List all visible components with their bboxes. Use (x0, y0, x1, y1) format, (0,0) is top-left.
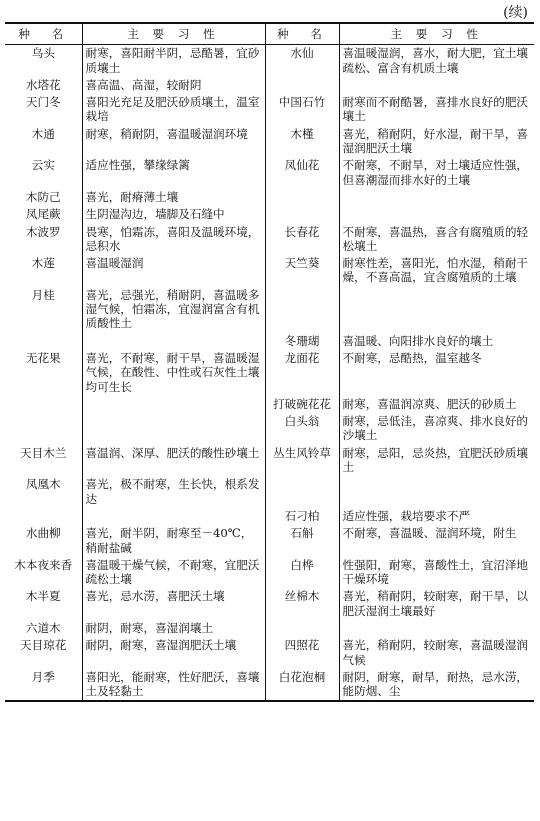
habit-right: 耐寒，喜温润凉爽、肥沃的砂质土 (339, 396, 534, 413)
species-name-right (265, 77, 339, 94)
species-name-left: 凤凰木 (25, 477, 61, 492)
species-name-right: 中国石竹 (265, 94, 339, 126)
habit-left: 耐阴，耐寒，喜湿润壤土 (82, 620, 265, 637)
species-name-left: 木波罗 (25, 224, 61, 239)
species-name-left (5, 396, 82, 413)
species-name-left: 水塔花 (25, 77, 61, 92)
table-row (5, 45, 534, 77)
table-row (5, 620, 534, 637)
table-header-row (5, 23, 534, 45)
habit-left: 生阴湿沟边，墙脚及石缝中 (82, 206, 265, 223)
habit-left: 耐阴，耐寒，喜湿润肥沃土壤 (82, 637, 265, 669)
species-name-right: 石刁柏 (265, 508, 339, 525)
header-main-habits-left: 主 要 习 性 (82, 23, 265, 45)
habit-right: 耐寒性差，喜阳光，怕水湿，稍耐干燥，不喜高温，宜含腐殖质的土壤 (339, 255, 534, 287)
habit-right: 性强阳，耐寒，喜酸性土，宜沼泽地干燥环境 (339, 557, 534, 589)
species-name-left: 水曲柳 (25, 526, 61, 541)
species-name-left: 无花果 (25, 350, 61, 365)
habit-right: 适应性强，栽培要求不严 (339, 508, 534, 525)
habit-left: 喜阳光充足及肥沃砂质壤土，温室栽培 (82, 94, 265, 126)
table-row (5, 224, 534, 256)
habit-left: 喜温润、深厚、肥沃的酸性砂壤土 (82, 445, 265, 477)
table-row (5, 588, 534, 620)
table-row (5, 557, 534, 589)
habit-right: 喜光，稍耐阴，较耐寒，喜温暖湿润气候 (339, 637, 534, 669)
habit-right (339, 189, 534, 206)
header-species-name-left: 种 名 (5, 23, 82, 45)
habit-right (339, 287, 534, 333)
species-name-left: 乌头 (31, 46, 55, 61)
species-name-left: 天目琼花 (20, 638, 67, 653)
habit-right: 不耐寒，不耐旱，对土壤适应性强，但喜潮湿而排水好的土壤 (339, 157, 534, 189)
species-name-right: 天竺葵 (265, 255, 339, 287)
table-row (5, 637, 534, 669)
table-row (5, 396, 534, 413)
habit-right: 耐阴，耐寒，耐旱，耐热，忌水涝，能防烟、尘 (339, 669, 534, 702)
species-name-right: 木槿 (265, 126, 339, 158)
species-name-right: 冬珊瑚 (265, 333, 339, 350)
table-row (5, 669, 534, 702)
species-name-right: 丛生风铃草 (265, 445, 339, 477)
table-row (5, 126, 534, 158)
species-name-left (5, 413, 82, 445)
habit-left: 喜高温、高湿，较耐阴 (82, 77, 265, 94)
continued-label: (续) (503, 5, 528, 21)
plant-habits-table (5, 22, 534, 702)
table-row (5, 413, 534, 445)
species-name-right: 四照花 (265, 637, 339, 669)
table-row (5, 255, 534, 287)
species-name-right (265, 206, 339, 223)
species-name-right: 龙面花 (265, 350, 339, 396)
table-row (5, 508, 534, 525)
habit-right: 喜温暖湿润，喜水，耐大肥，宜土壤疏松、富含有机质土壤 (339, 45, 534, 77)
habit-left: 耐寒，喜阳耐半阴，忌酷暑，宜砂质壤土 (82, 45, 265, 77)
species-name-right: 打破碗花花 (265, 396, 339, 413)
habit-left (82, 396, 265, 413)
habit-left: 耐寒，稍耐阴，喜温暖湿润环境 (82, 126, 265, 158)
habit-right: 耐寒而不耐酷暑，喜排水良好的肥沃壤土 (339, 94, 534, 126)
table-row (5, 476, 534, 508)
header-main-habits-right: 主 要 习 性 (339, 23, 534, 45)
table-body (5, 45, 534, 702)
table-row (5, 94, 534, 126)
table-row (5, 525, 534, 557)
species-name-left: 木通 (31, 126, 55, 141)
species-name-left: 月桂 (31, 287, 55, 302)
habit-right: 喜温暖、向阳排水良好的壤土 (339, 333, 534, 350)
habit-right: 喜光，稍耐阴，好水湿，耐干旱，喜湿润肥沃土壤 (339, 126, 534, 158)
species-name-left: 木防己 (25, 189, 61, 204)
table-row (5, 206, 534, 223)
habit-right (339, 206, 534, 223)
table-row (5, 333, 534, 350)
species-name-left: 月季 (31, 669, 55, 684)
species-name-right: 白花泡桐 (265, 669, 339, 702)
species-name-left: 木本夜来香 (14, 557, 73, 572)
species-name-left: 云实 (31, 158, 55, 173)
species-name-right: 白头翁 (265, 413, 339, 445)
species-name-left: 天目木兰 (20, 445, 67, 460)
habit-left: 喜光，忌水涝，喜肥沃土壤 (82, 588, 265, 620)
species-name-left: 木半夏 (25, 589, 61, 604)
table-row (5, 350, 534, 396)
habit-left: 畏寒，怕霜冻，喜阳及温暖环境，忌积水 (82, 224, 265, 256)
species-name-right: 凤仙花 (265, 157, 339, 189)
habit-left (82, 508, 265, 525)
species-name-right: 丝棉木 (265, 588, 339, 620)
habit-right: 喜光，稍耐阴，较耐寒，耐干旱，以肥沃湿润土壤最好 (339, 588, 534, 620)
table-row (5, 77, 534, 94)
habit-left (82, 413, 265, 445)
species-name-left (5, 508, 82, 525)
habit-right: 不耐寒，喜温暖、湿润环境，附生 (339, 525, 534, 557)
species-name-left: 木莲 (31, 256, 55, 271)
habit-left: 喜阳光，能耐寒，性好肥沃，喜壤土及轻黏土 (82, 669, 265, 702)
species-name-right: 水仙 (265, 45, 339, 77)
habit-right (339, 620, 534, 637)
species-name-right (265, 620, 339, 637)
habit-right: 耐寒，忌低洼，喜凉爽、排水良好的沙壤土 (339, 413, 534, 445)
species-name-right: 石斛 (265, 525, 339, 557)
table-row (5, 445, 534, 477)
species-name-left: 六道木 (25, 620, 61, 635)
species-name-left (5, 333, 82, 350)
habit-right (339, 476, 534, 508)
habit-left: 喜温暖湿润 (82, 255, 265, 287)
table-row (5, 189, 534, 206)
species-name-right (265, 476, 339, 508)
habit-left (82, 333, 265, 350)
habit-left: 喜光，不耐寒，耐干旱，喜温暖湿气候，在酸性、中性或石灰性土壤均可生长 (82, 350, 265, 396)
habit-right: 不耐寒，喜温热，喜含有腐殖质的轻松壤土 (339, 224, 534, 256)
species-name-left: 凤尾蕨 (25, 207, 61, 222)
habit-left: 喜光，耐半阴，耐寒至－40℃，稍耐盐碱 (82, 525, 265, 557)
species-name-right (265, 189, 339, 206)
species-name-left: 天门冬 (25, 95, 61, 110)
table-row (5, 157, 534, 189)
habit-left: 喜光，忌强光，稍耐阴，喜温暖多湿气候，怕霜冻，宜湿润富含有机质酸性土 (82, 287, 265, 333)
species-name-right: 白桦 (265, 557, 339, 589)
habit-right: 耐寒，忌阳，忌炎热，宜肥沃砂质壤土 (339, 445, 534, 477)
habit-left: 喜光，耐瘠薄土壤 (82, 189, 265, 206)
habit-left: 喜光，极不耐寒，生长快，根系发达 (82, 476, 265, 508)
habit-right: 不耐寒，忌酷热，温室越冬 (339, 350, 534, 396)
header-species-name-right: 种 名 (265, 23, 339, 45)
species-name-right (265, 287, 339, 333)
table-row (5, 287, 534, 333)
habit-left: 喜温暖干燥气候，不耐寒，宜肥沃疏松土壤 (82, 557, 265, 589)
species-name-right: 长春花 (265, 224, 339, 256)
habit-left: 适应性强，攀缘绿篱 (82, 157, 265, 189)
habit-right (339, 77, 534, 94)
